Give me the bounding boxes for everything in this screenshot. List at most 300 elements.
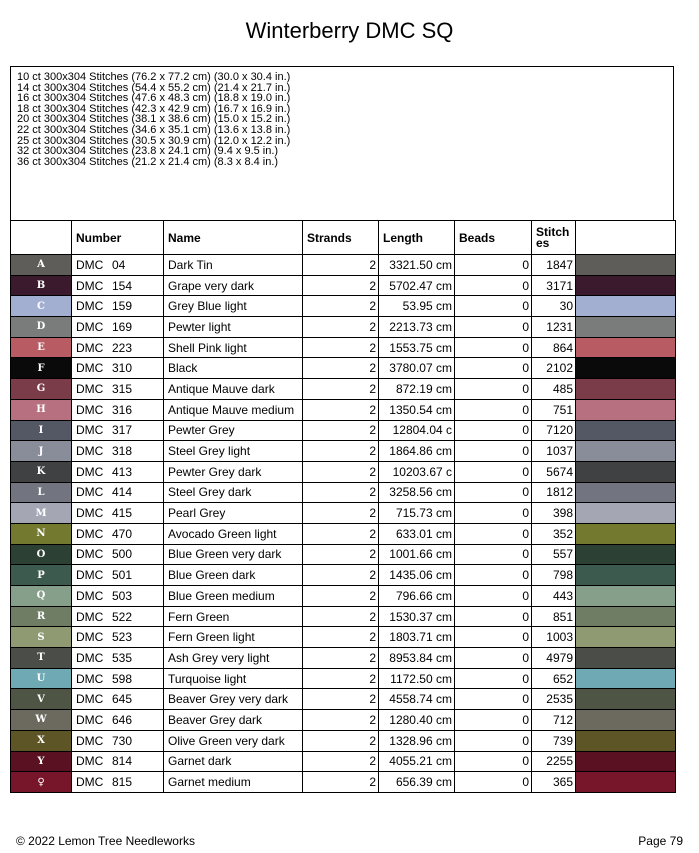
color-swatch: [576, 772, 675, 792]
length-cell: 1435.06 cm: [379, 565, 455, 586]
stitches-cell: 2255: [532, 751, 576, 772]
symbol-glyph: Y: [37, 755, 45, 767]
color-swatch: [576, 503, 675, 523]
table-row: [11, 379, 676, 400]
table-row: [11, 544, 676, 565]
name-cell: Garnet dark: [164, 751, 303, 772]
name-cell: Black: [164, 358, 303, 379]
beads-cell: 0: [455, 420, 532, 441]
color-swatch-cell: [576, 730, 676, 751]
header-color: [576, 221, 676, 255]
color-swatch: [576, 524, 675, 544]
strands-cell: 2: [303, 544, 379, 565]
beads-cell: 0: [455, 668, 532, 689]
number-cell: [72, 503, 164, 524]
stitches-cell: 751: [532, 399, 576, 420]
stitches-cell: 851: [532, 606, 576, 627]
table-row: [11, 399, 676, 420]
symbol-cell: [11, 255, 72, 276]
symbol-glyph: M: [35, 507, 47, 519]
strands-cell: 2: [303, 482, 379, 503]
length-cell: 2213.73 cm: [379, 317, 455, 338]
symbol-glyph: S: [37, 631, 45, 643]
brand-label: DMC: [76, 319, 104, 334]
number-cell: [72, 379, 164, 400]
floss-number: 317: [112, 423, 133, 438]
fabric-size-line: 20 ct 300x304 Stitches (38.1 x 38.6 cm) (15.0 x 15.2 in.): [17, 113, 291, 126]
number-cell: [72, 648, 164, 669]
length-cell: 5702.47 cm: [379, 275, 455, 296]
length-cell: 1328.96 cm: [379, 730, 455, 751]
stitches-cell: 352: [532, 523, 576, 544]
symbol-glyph: K: [36, 466, 46, 478]
length-cell: 1530.37 cm: [379, 606, 455, 627]
length-cell: 872.19 cm: [379, 379, 455, 400]
strands-cell: 2: [303, 606, 379, 627]
beads-cell: 0: [455, 544, 532, 565]
floss-number: 159: [112, 299, 133, 314]
symbol-glyph: R: [36, 611, 46, 623]
stitches-cell: 30: [532, 296, 576, 317]
table-row: [11, 337, 676, 358]
table-row: [11, 275, 676, 296]
color-swatch: [576, 483, 675, 503]
beads-cell: 0: [455, 255, 532, 276]
symbol-glyph: Q: [36, 590, 46, 602]
fabric-size-line: 14 ct 300x304 Stitches (54.4 x 55.2 cm) (21.4 x 21.7 in.): [17, 81, 291, 94]
floss-number: 598: [112, 671, 133, 686]
strands-cell: 2: [303, 648, 379, 669]
number-cell: [72, 772, 164, 793]
name-cell: Avocado Green light: [164, 523, 303, 544]
color-swatch-cell: [576, 689, 676, 710]
beads-cell: 0: [455, 751, 532, 772]
symbol-cell: [11, 441, 72, 462]
floss-number: 503: [112, 588, 133, 603]
symbol-cell: [11, 627, 72, 648]
symbol-glyph: F: [37, 362, 45, 374]
color-swatch: [576, 338, 675, 358]
strands-cell: 2: [303, 379, 379, 400]
symbol-glyph: B: [36, 280, 46, 292]
color-swatch-cell: [576, 399, 676, 420]
symbol-cell: [11, 565, 72, 586]
number-cell: [72, 255, 164, 276]
beads-cell: 0: [455, 296, 532, 317]
symbol-glyph: H: [36, 404, 46, 416]
strands-cell: 2: [303, 689, 379, 710]
stitches-cell: 652: [532, 668, 576, 689]
floss-number: 315: [112, 381, 133, 396]
floss-number: 646: [112, 712, 133, 727]
brand-label: DMC: [76, 423, 104, 438]
color-swatch-cell: [576, 337, 676, 358]
number-cell: [72, 710, 164, 731]
symbol-cell: [11, 523, 72, 544]
stitches-cell: 443: [532, 586, 576, 607]
floss-number: 310: [112, 361, 133, 376]
symbol-glyph: C: [37, 300, 45, 312]
color-swatch: [576, 255, 675, 275]
strands-cell: 2: [303, 399, 379, 420]
symbol-cell: [11, 337, 72, 358]
floss-number: 522: [112, 609, 133, 624]
fabric-sizes-box: [10, 66, 674, 221]
strands-cell: 2: [303, 317, 379, 338]
color-swatch-cell: [576, 751, 676, 772]
fabric-size-line: 10 ct 300x304 Stitches (76.2 x 77.2 cm) (30.0 x 30.4 in.): [17, 71, 291, 83]
name-cell: Blue Green dark: [164, 565, 303, 586]
floss-number: 501: [112, 568, 133, 583]
length-cell: 3258.56 cm: [379, 482, 455, 503]
table-row: [11, 317, 676, 338]
name-cell: Fern Green light: [164, 627, 303, 648]
length-cell: 8953.84 cm: [379, 648, 455, 669]
length-cell: 4055.21 cm: [379, 751, 455, 772]
length-cell: 53.95 cm: [379, 296, 455, 317]
name-cell: Beaver Grey very dark: [164, 689, 303, 710]
strands-cell: 2: [303, 730, 379, 751]
symbol-cell: [11, 544, 72, 565]
color-swatch: [576, 731, 675, 751]
brand-label: DMC: [76, 692, 104, 707]
header-number: Number: [72, 221, 164, 255]
fabric-size-line: 25 ct 300x304 Stitches (30.5 x 30.9 cm) (12.0 x 12.2 in.): [17, 134, 291, 147]
header-stitches: Stitch es: [532, 221, 576, 255]
brand-label: DMC: [76, 775, 104, 790]
table-row: [11, 255, 676, 276]
table-row: [11, 503, 676, 524]
strands-cell: 2: [303, 461, 379, 482]
length-cell: 1803.71 cm: [379, 627, 455, 648]
number-cell: [72, 586, 164, 607]
symbol-cell: [11, 710, 72, 731]
symbol-cell: [11, 482, 72, 503]
number-cell: [72, 668, 164, 689]
symbol-cell: [11, 772, 72, 793]
color-swatch-cell: [576, 255, 676, 276]
name-cell: Shell Pink light: [164, 337, 303, 358]
symbol-cell: [11, 461, 72, 482]
symbol-glyph: W: [35, 714, 47, 726]
strands-cell: 2: [303, 586, 379, 607]
table-row: [11, 627, 676, 648]
symbol-cell: [11, 751, 72, 772]
strands-cell: 2: [303, 710, 379, 731]
number-cell: [72, 730, 164, 751]
stitches-cell: 712: [532, 710, 576, 731]
color-swatch: [576, 421, 675, 441]
length-cell: 1172.50 cm: [379, 668, 455, 689]
name-cell: Olive Green very dark: [164, 730, 303, 751]
number-cell: [72, 337, 164, 358]
strands-cell: 2: [303, 441, 379, 462]
name-cell: Blue Green medium: [164, 586, 303, 607]
stitches-cell: 5674: [532, 461, 576, 482]
strands-cell: 2: [303, 523, 379, 544]
length-cell: 1350.54 cm: [379, 399, 455, 420]
floss-table: [10, 220, 676, 793]
floss-number: 415: [112, 506, 133, 521]
name-cell: Antique Mauve dark: [164, 379, 303, 400]
symbol-cell: [11, 586, 72, 607]
symbol-glyph: V: [37, 693, 45, 705]
length-cell: 1864.86 cm: [379, 441, 455, 462]
beads-cell: 0: [455, 379, 532, 400]
symbol-glyph: P: [37, 569, 45, 581]
stitches-cell: 2535: [532, 689, 576, 710]
table-row: [11, 751, 676, 772]
brand-label: DMC: [76, 340, 104, 355]
symbol-glyph: N: [36, 528, 46, 540]
name-cell: Pewter Grey dark: [164, 461, 303, 482]
name-cell: Grape very dark: [164, 275, 303, 296]
beads-cell: 0: [455, 317, 532, 338]
header-strands: Strands: [303, 221, 379, 255]
color-swatch: [576, 400, 675, 420]
color-swatch: [576, 586, 675, 606]
color-swatch: [576, 669, 675, 689]
floss-number: 318: [112, 444, 133, 459]
fabric-size-line: 32 ct 300x304 Stitches (23.8 x 24.1 cm) (9.4 x 9.5 in.): [17, 145, 279, 158]
header-name: Name: [164, 221, 303, 255]
table-row: [11, 482, 676, 503]
strands-cell: 2: [303, 565, 379, 586]
symbol-glyph: U: [36, 673, 46, 685]
color-swatch-cell: [576, 544, 676, 565]
symbol-cell: [11, 296, 72, 317]
strands-cell: 2: [303, 627, 379, 648]
stitches-cell: 1037: [532, 441, 576, 462]
stitches-cell: 557: [532, 544, 576, 565]
brand-label: DMC: [76, 754, 104, 769]
color-swatch-cell: [576, 296, 676, 317]
strands-cell: 2: [303, 503, 379, 524]
symbol-cell: [11, 317, 72, 338]
length-cell: 10203.67 c: [379, 461, 455, 482]
fabric-size-line: 36 ct 300x304 Stitches (21.2 x 21.4 cm) (8.3 x 8.4 in.): [17, 155, 279, 168]
strands-cell: 2: [303, 337, 379, 358]
stitches-cell: 798: [532, 565, 576, 586]
strands-cell: 2: [303, 255, 379, 276]
symbol-glyph: I: [38, 424, 44, 436]
color-swatch: [576, 627, 675, 647]
beads-cell: 0: [455, 586, 532, 607]
length-cell: 3780.07 cm: [379, 358, 455, 379]
floss-number: 154: [112, 278, 133, 293]
color-swatch: [576, 317, 675, 337]
color-swatch-cell: [576, 710, 676, 731]
beads-cell: 0: [455, 772, 532, 793]
table-row: [11, 710, 676, 731]
color-swatch-cell: [576, 648, 676, 669]
color-swatch: [576, 752, 675, 772]
floss-number: 730: [112, 733, 133, 748]
symbol-cell: [11, 275, 72, 296]
color-swatch: [576, 379, 675, 399]
table-row: [11, 606, 676, 627]
beads-cell: 0: [455, 503, 532, 524]
name-cell: Grey Blue light: [164, 296, 303, 317]
table-row: [11, 730, 676, 751]
number-cell: [72, 296, 164, 317]
fabric-size-line: 18 ct 300x304 Stitches (42.3 x 42.9 cm) (16.7 x 16.9 in.): [17, 102, 291, 115]
beads-cell: 0: [455, 399, 532, 420]
symbol-cell: [11, 689, 72, 710]
stitches-cell: 485: [532, 379, 576, 400]
length-cell: 796.66 cm: [379, 586, 455, 607]
symbol-cell: [11, 503, 72, 524]
page-title: Winterberry DMC SQ: [245, 18, 454, 43]
beads-cell: 0: [455, 482, 532, 503]
number-cell: [72, 275, 164, 296]
color-swatch: [576, 441, 675, 461]
symbol-cell: [11, 606, 72, 627]
table-row: [11, 296, 676, 317]
color-swatch-cell: [576, 565, 676, 586]
symbol-cell: [11, 730, 72, 751]
floss-number: 169: [112, 319, 133, 334]
symbol-glyph: T: [37, 652, 45, 664]
beads-cell: 0: [455, 627, 532, 648]
length-cell: 1001.66 cm: [379, 544, 455, 565]
stitches-cell: 1812: [532, 482, 576, 503]
color-swatch-cell: [576, 358, 676, 379]
name-cell: Steel Grey light: [164, 441, 303, 462]
table-row: [11, 586, 676, 607]
stitches-cell: 2102: [532, 358, 576, 379]
floss-number: 535: [112, 650, 133, 665]
color-swatch: [576, 648, 675, 668]
symbol-glyph: O: [36, 548, 46, 560]
symbol-cell: [11, 420, 72, 441]
symbol-glyph: X: [37, 735, 45, 747]
name-cell: Ash Grey very light: [164, 648, 303, 669]
brand-label: DMC: [76, 464, 104, 479]
number-cell: [72, 461, 164, 482]
beads-cell: 0: [455, 337, 532, 358]
number-cell: [72, 399, 164, 420]
color-swatch: [576, 276, 675, 296]
table-row: [11, 461, 676, 482]
name-cell: Pewter light: [164, 317, 303, 338]
symbol-glyph: A: [37, 259, 45, 271]
length-cell: 1553.75 cm: [379, 337, 455, 358]
color-swatch-cell: [576, 668, 676, 689]
color-swatch: [576, 565, 675, 585]
beads-cell: 0: [455, 441, 532, 462]
floss-number: 414: [112, 485, 133, 500]
name-cell: Pewter Grey: [164, 420, 303, 441]
color-swatch: [576, 710, 675, 730]
symbol-cell: [11, 648, 72, 669]
brand-label: DMC: [76, 444, 104, 459]
stitches-cell: 1231: [532, 317, 576, 338]
beads-cell: 0: [455, 565, 532, 586]
brand-label: DMC: [76, 361, 104, 376]
floss-number: 814: [112, 754, 133, 769]
color-swatch: [576, 545, 675, 565]
color-swatch-cell: [576, 420, 676, 441]
color-swatch-cell: [576, 606, 676, 627]
stitches-cell: 7120: [532, 420, 576, 441]
fabric-size-line: 16 ct 300x304 Stitches (47.6 x 48.3 cm) (18.8 x 19.0 in.): [17, 92, 291, 105]
strands-cell: 2: [303, 275, 379, 296]
name-cell: Fern Green: [164, 606, 303, 627]
table-row: [11, 648, 676, 669]
fabric-size-line: 22 ct 300x304 Stitches (34.6 x 35.1 cm) (13.6 x 13.8 in.): [17, 123, 291, 136]
number-cell: [72, 689, 164, 710]
stitches-cell: 365: [532, 772, 576, 793]
header-beads: Beads: [455, 221, 532, 255]
color-swatch: [576, 296, 675, 316]
name-cell: Turquoise light: [164, 668, 303, 689]
symbol-glyph: G: [36, 383, 46, 395]
number-cell: [72, 358, 164, 379]
beads-cell: 0: [455, 461, 532, 482]
floss-number: 523: [112, 630, 133, 645]
brand-label: DMC: [76, 299, 104, 314]
beads-cell: 0: [455, 730, 532, 751]
number-cell: [72, 627, 164, 648]
brand-label: DMC: [76, 588, 104, 603]
table-row: [11, 668, 676, 689]
color-swatch: [576, 462, 675, 482]
brand-label: DMC: [76, 485, 104, 500]
number-cell: [72, 482, 164, 503]
symbol-cell: [11, 399, 72, 420]
color-swatch-cell: [576, 317, 676, 338]
symbol-glyph: E: [37, 342, 45, 354]
number-cell: [72, 565, 164, 586]
name-cell: Pearl Grey: [164, 503, 303, 524]
table-row: [11, 358, 676, 379]
stitches-cell: 1847: [532, 255, 576, 276]
brand-label: DMC: [76, 547, 104, 562]
table-row: [11, 420, 676, 441]
symbol-glyph: L: [37, 486, 45, 498]
number-cell: [72, 317, 164, 338]
floss-number: 413: [112, 464, 133, 479]
floss-number: 316: [112, 402, 133, 417]
beads-cell: 0: [455, 689, 532, 710]
brand-label: DMC: [76, 381, 104, 396]
stitches-cell: 398: [532, 503, 576, 524]
color-swatch-cell: [576, 482, 676, 503]
symbol-cell: [11, 358, 72, 379]
header-length: Length: [379, 221, 455, 255]
length-cell: 12804.04 c: [379, 420, 455, 441]
color-swatch-cell: [576, 523, 676, 544]
symbol-cell: [11, 668, 72, 689]
name-cell: Garnet medium: [164, 772, 303, 793]
color-swatch-cell: [576, 627, 676, 648]
floss-number: 470: [112, 526, 133, 541]
brand-label: DMC: [76, 278, 104, 293]
color-swatch: [576, 689, 675, 709]
beads-cell: 0: [455, 358, 532, 379]
floss-number: 04: [112, 257, 126, 272]
brand-label: DMC: [76, 712, 104, 727]
strands-cell: 2: [303, 420, 379, 441]
strands-cell: 2: [303, 772, 379, 793]
color-swatch-cell: [576, 379, 676, 400]
length-cell: 715.73 cm: [379, 503, 455, 524]
strands-cell: 2: [303, 668, 379, 689]
beads-cell: 0: [455, 606, 532, 627]
floss-number: 223: [112, 340, 133, 355]
brand-label: DMC: [76, 733, 104, 748]
